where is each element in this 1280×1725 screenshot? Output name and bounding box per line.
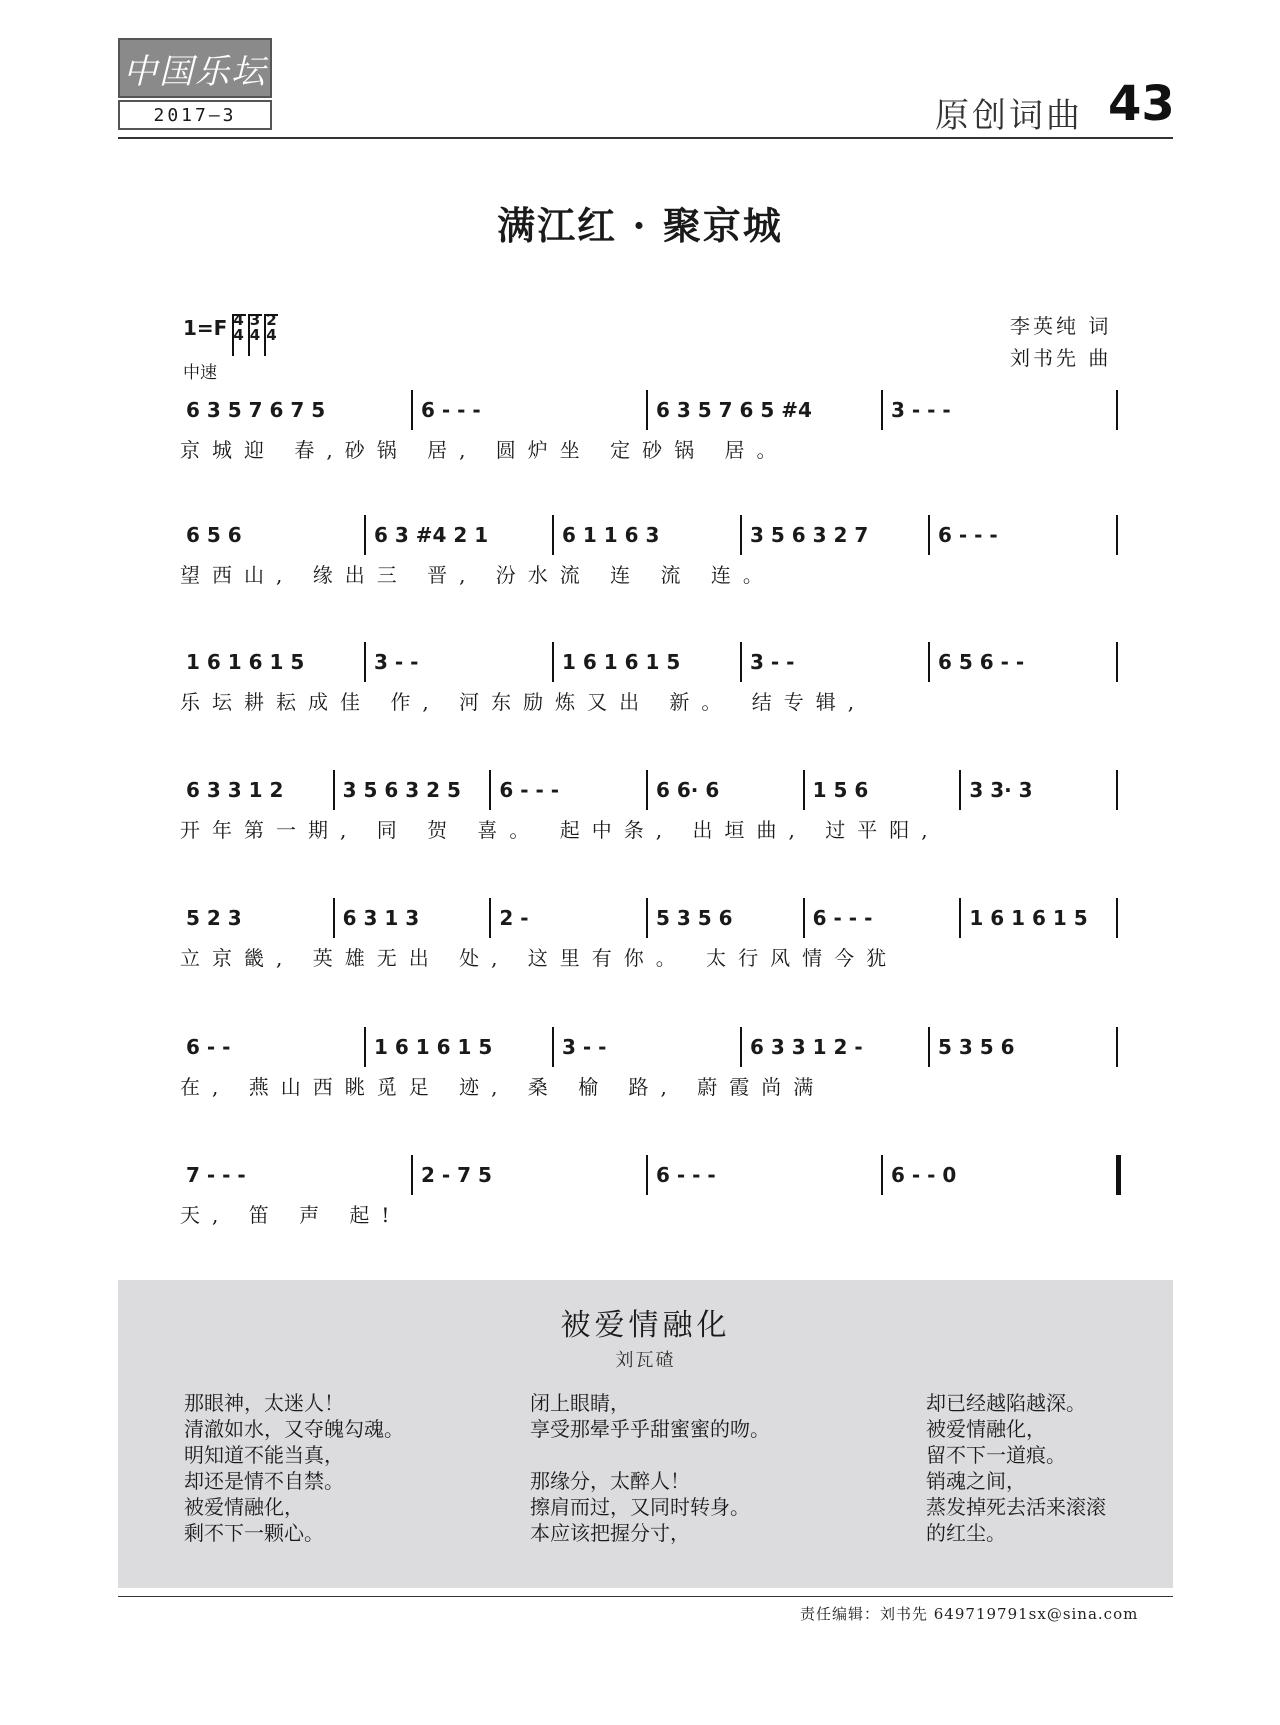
key-label: 1=F <box>183 316 228 340</box>
measure: 6 - - <box>186 1035 231 1059</box>
measure: 6 5 6 <box>186 523 242 547</box>
poem-column-3 <box>926 1390 1106 1546</box>
measure: 6 3 5 7 6 5 #4 <box>656 398 812 422</box>
barline <box>881 390 883 430</box>
measure: 7 - - - <box>186 1163 246 1187</box>
tempo-marking: 中速 <box>183 363 217 383</box>
lyrics-row <box>180 1195 1120 1231</box>
barline <box>646 390 648 430</box>
lyrics-text: 望西山, 缘出三 晋, 汾水流 连 流 连。 <box>180 563 775 587</box>
footer-rule <box>118 1596 1173 1597</box>
poem-column-2 <box>530 1390 770 1546</box>
credits <box>1010 310 1111 374</box>
barline <box>1116 1027 1118 1067</box>
measure: 3 5 6 3 2 7 <box>750 523 869 547</box>
poem-line: 本应该把握分寸， <box>530 1521 690 1545</box>
poem-line: 销魂之间， <box>926 1469 1026 1493</box>
poem-line: 那缘分，太醉人！ <box>530 1469 690 1493</box>
poem-line: 享受那晕乎乎甜蜜蜜的吻。 <box>530 1417 770 1441</box>
score-line <box>180 770 1120 846</box>
poem-line: 闭上眼睛， <box>530 1391 630 1415</box>
barline <box>333 898 335 938</box>
poem-line: 留不下一道痕。 <box>926 1443 1066 1467</box>
header-rule <box>118 137 1173 139</box>
poem-line: 却还是情不自禁。 <box>184 1469 344 1493</box>
barline <box>1116 390 1118 430</box>
barline <box>740 642 742 682</box>
lyricist: 李英纯 词 <box>1010 314 1112 338</box>
barline <box>1116 1155 1121 1195</box>
measure: 3 5 6 3 2 5 <box>342 778 461 802</box>
barline <box>803 898 805 938</box>
measure: 1 6 1 6 1 5 <box>186 650 305 674</box>
measure: 5 3 5 6 <box>938 1035 1015 1059</box>
barline <box>1116 515 1118 555</box>
notes-row <box>180 642 1120 682</box>
measure: 5 3 5 6 <box>656 906 733 930</box>
page-number: 43 <box>1108 76 1175 132</box>
measure: 3 - - <box>750 650 795 674</box>
barline <box>740 1027 742 1067</box>
lyrics-row <box>180 1067 1120 1103</box>
barline <box>928 1027 930 1067</box>
measure: 6 3 #4 2 1 <box>374 523 489 547</box>
barline <box>411 1155 413 1195</box>
poem-column-1 <box>184 1390 404 1546</box>
barline <box>333 770 335 810</box>
measure: 6 3 5 7 6 7 5 <box>186 398 326 422</box>
song-title: 满江红 · 聚京城 <box>497 203 783 248</box>
notes-row <box>180 1155 1120 1195</box>
measure: 6 - - - <box>812 906 873 930</box>
measure: 1 6 1 6 1 5 <box>562 650 681 674</box>
measure: 2 - <box>499 906 529 930</box>
lyrics-text: 京城迎 春,砂锅 居, 圆炉坐 定砂锅 居。 <box>180 438 789 462</box>
poem-line: 擦肩而过，又同时转身。 <box>530 1495 750 1519</box>
poem-author: 刘瓦碴 <box>615 1350 676 1371</box>
measure: 3 - - - <box>891 398 951 422</box>
poem-line: 被爱情融化， <box>184 1495 304 1519</box>
barline <box>881 1155 883 1195</box>
barline <box>928 515 930 555</box>
measure: 6 3 3 1 2 - <box>750 1035 863 1059</box>
lyrics-text: 立京畿, 英雄无出 处, 这里有你。 太行风情今犹 <box>180 946 899 970</box>
measure: 3 - - <box>374 650 419 674</box>
barline <box>364 515 366 555</box>
barline <box>1116 642 1118 682</box>
barline <box>552 515 554 555</box>
poem-line: 清澈如水，又夺魄勾魂。 <box>184 1417 404 1441</box>
barline <box>646 898 648 938</box>
barline <box>552 1027 554 1067</box>
measure: 6 - - - <box>656 1163 716 1187</box>
measure: 1 6 1 6 1 5 <box>374 1035 493 1059</box>
score-line <box>180 515 1120 591</box>
notes-row <box>180 898 1120 938</box>
notes-row <box>180 770 1120 810</box>
measure: 6 1 1 6 3 <box>562 523 660 547</box>
score-line <box>180 1027 1120 1103</box>
key-signature <box>183 313 277 343</box>
score-line <box>180 642 1120 718</box>
poem-line: 被爱情融化， <box>926 1417 1046 1441</box>
poem-line: 的红尘。 <box>926 1521 1006 1545</box>
barline <box>959 770 961 810</box>
editor-credit: 责任编辑：刘书先 649719791sx@sina.com <box>800 1605 1139 1623</box>
measure: 3 - - <box>562 1035 607 1059</box>
notes-row <box>180 390 1120 430</box>
measure: 6 3 3 1 2 <box>186 778 284 802</box>
measure: 6 - - 0 <box>891 1163 957 1187</box>
score-line <box>180 390 1120 466</box>
poem-line: 那眼神，太迷人！ <box>184 1391 344 1415</box>
measure: 5 2 3 <box>186 906 242 930</box>
notes-row <box>180 515 1120 555</box>
measure: 6 3 1 3 <box>342 906 420 930</box>
poem-line: 却已经越陷越深。 <box>926 1391 1086 1415</box>
barline <box>489 898 491 938</box>
lyrics-row <box>180 555 1120 591</box>
lyrics-text: 开年第一期, 同 贺 喜。 起中条, 出垣曲, 过平阳, <box>180 818 940 842</box>
poem-title: 被爱情融化 <box>560 1308 731 1343</box>
lyrics-text: 在, 燕山西眺觅足 迹, 桑 榆 路, 蔚霞尚满 <box>180 1075 826 1099</box>
barline <box>552 642 554 682</box>
lyrics-row <box>180 810 1120 846</box>
lyrics-text: 天, 笛 声 起! <box>180 1203 402 1227</box>
magazine-logo: 中国乐坛 <box>118 38 272 98</box>
score-line <box>180 898 1120 974</box>
poem-line: 剩不下一颗心。 <box>184 1521 324 1545</box>
composer: 刘书先 曲 <box>1010 346 1112 370</box>
barline <box>646 770 648 810</box>
barline <box>928 642 930 682</box>
barline <box>740 515 742 555</box>
barline <box>411 390 413 430</box>
poem-line: 明知道不能当真， <box>184 1443 344 1467</box>
issue-number: 2017—3 <box>118 100 272 130</box>
section-label: 原创词曲 <box>935 96 1083 136</box>
notes-row <box>180 1027 1120 1067</box>
barline <box>489 770 491 810</box>
measure: 6 5 6 - - <box>938 650 1025 674</box>
time-signature-2-4: 2 4 <box>266 313 276 343</box>
score-line <box>180 1155 1120 1231</box>
barline <box>1116 770 1118 810</box>
measure: 6 - - - <box>938 523 998 547</box>
time-signature-4-4: 4 4 <box>233 313 243 343</box>
barline <box>364 642 366 682</box>
barline <box>364 1027 366 1067</box>
measure: 1 5 6 <box>812 778 869 802</box>
lyrics-text: 乐坛耕耘成佳 作, 河东励炼又出 新。 结专辑, <box>180 690 867 714</box>
measure: 6 6· 6 <box>656 778 720 802</box>
measure: 6 - - - <box>421 398 481 422</box>
measure: 6 - - - <box>499 778 560 802</box>
barline <box>1116 898 1118 938</box>
measure: 3 3· 3 <box>969 778 1033 802</box>
barline <box>803 770 805 810</box>
poem-inset <box>118 1280 1173 1588</box>
measure: 1 6 1 6 1 5 <box>969 906 1088 930</box>
barline <box>646 1155 648 1195</box>
measure: 2 - 7 5 <box>421 1163 492 1187</box>
poem-line <box>530 1442 770 1468</box>
poem-line: 蒸发掉死去活来滚滚 <box>926 1495 1106 1519</box>
lyrics-row <box>180 682 1120 718</box>
barline <box>959 898 961 938</box>
time-signature-3-4: 3 4 <box>250 313 260 343</box>
lyrics-row <box>180 430 1120 466</box>
lyrics-row <box>180 938 1120 974</box>
